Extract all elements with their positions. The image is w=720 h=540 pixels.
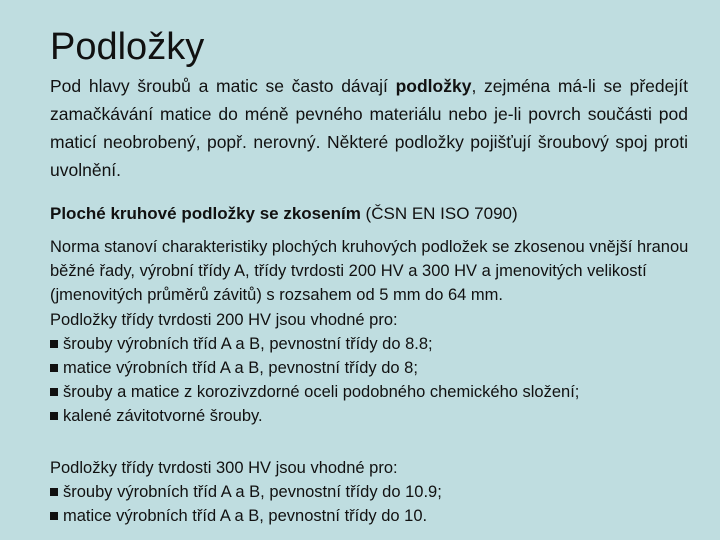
list-item-text: šrouby výrobních tříd A a B, pevnostní třídy do 8.8; <box>63 334 433 353</box>
hv300-list <box>50 480 700 528</box>
list-item <box>50 380 700 404</box>
section-heading <box>50 202 690 226</box>
bullet-icon <box>50 412 58 420</box>
section-heading-standard: (ČSN EN ISO 7090) <box>360 204 518 223</box>
norm-block <box>50 235 700 429</box>
list-item-text: matice výrobních tříd A a B, pevnostní třídy do 8; <box>63 359 418 378</box>
intro-text-before: Pod hlavy šroubů a matic se často dávají <box>50 76 396 96</box>
list-item <box>50 404 700 428</box>
hv300-intro: Podložky třídy tvrdosti 300 HV jsou vhodné pro: <box>50 459 398 477</box>
list-item <box>50 504 700 528</box>
hv200-intro: Podložky třídy tvrdosti 200 HV jsou vhodné pro: <box>50 310 398 329</box>
list-item-text: šrouby a matice z korozivzdorné oceli podobného chemického složení; <box>63 383 580 402</box>
intro-text-after: , zejména má-li se předejít zamačkávání matice do méně pevného materiálu nebo je-li povrch součásti pod maticí neobrobený, popř. nerovný. Některé podložky pojišťují šroubový spoj proti uvolnění. <box>50 76 688 180</box>
list-item-text: kalené závitotvorné šrouby. <box>63 407 263 426</box>
bullet-icon <box>50 488 58 496</box>
page-title: Podložky <box>50 26 205 68</box>
list-item <box>50 480 700 504</box>
hv200-list <box>50 332 700 429</box>
bullet-icon <box>50 512 58 520</box>
bullet-icon <box>50 364 58 372</box>
norm-description: Norma stanoví charakteristiky plochých kruhových podložek se zkosenou vnější hranou běžné řady, výrobní třídy A, třídy tvrdosti 200 HV a 300 HV a jmenovitých velikostí (jmenovitých průměrů závitů) s rozsahem od 5 mm do 64 mm. <box>50 238 689 305</box>
list-item <box>50 356 700 380</box>
list-item <box>50 332 700 356</box>
list-item-text: šrouby výrobních tříd A a B, pevnostní třídy do 10.9; <box>63 483 442 502</box>
intro-bold-term: podložky <box>395 76 472 96</box>
intro-paragraph <box>50 72 688 184</box>
list-item-text: matice výrobních tříd A a B, pevnostní třídy do 10. <box>63 507 428 526</box>
bullet-icon <box>50 388 58 396</box>
hv300-block <box>50 456 700 529</box>
bullet-icon <box>50 340 58 348</box>
section-heading-bold: Ploché kruhové podložky se zkosením <box>50 204 361 223</box>
